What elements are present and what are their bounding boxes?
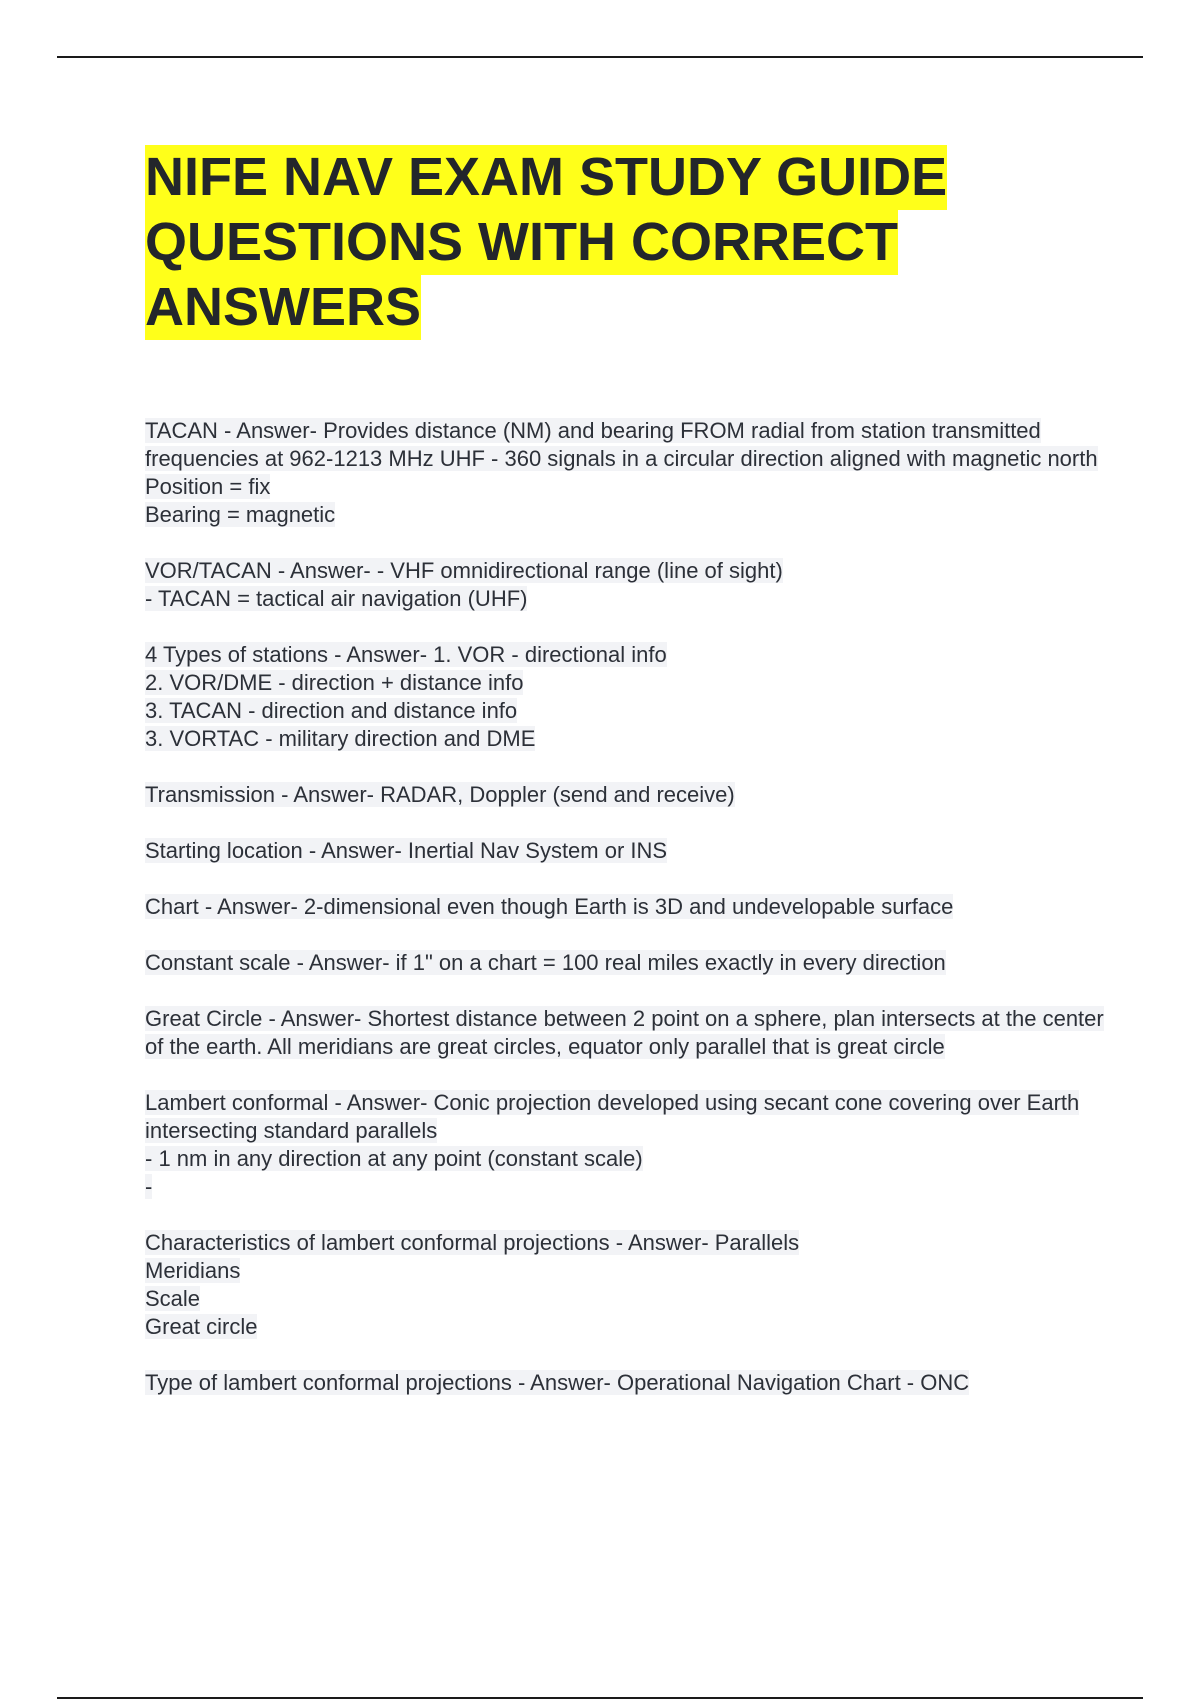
qa-line-text: VOR/TACAN - Answer- - VHF omnidirectional range (line of sight) <box>145 558 783 583</box>
qa-entry <box>145 893 1105 921</box>
qa-line <box>145 1229 1105 1257</box>
qa-entry <box>145 1369 1105 1397</box>
qa-line <box>145 1285 1105 1313</box>
qa-line-text: Starting location - Answer- Inertial Nav System or INS <box>145 838 668 863</box>
document-title-text: NIFE NAV EXAM STUDY GUIDE QUESTIONS WITH CORRECT ANSWERS <box>145 145 947 340</box>
qa-line <box>145 697 1105 725</box>
qa-line <box>145 1369 1105 1397</box>
qa-line-text: - 1 nm in any direction at any point (constant scale) <box>145 1146 643 1171</box>
qa-line <box>145 417 1105 473</box>
qa-line <box>145 501 1105 529</box>
qa-line <box>145 1257 1105 1285</box>
qa-line <box>145 669 1105 697</box>
qa-line <box>145 1145 1105 1173</box>
qa-entry <box>145 1089 1105 1201</box>
qa-line-text: Great Circle - Answer- Shortest distance between 2 point on a sphere, plan intersects at the center of the earth. All meridians are great circles, equator only parallel that is great circle <box>145 1006 1104 1059</box>
qa-line <box>145 837 1105 865</box>
qa-line <box>145 725 1105 753</box>
qa-entry <box>145 781 1105 809</box>
study-guide-entries <box>145 417 1105 1425</box>
qa-line <box>145 1313 1105 1341</box>
qa-line-text: Bearing = magnetic <box>145 502 336 527</box>
qa-line <box>145 893 1105 921</box>
qa-line-text: - <box>145 1174 153 1199</box>
qa-line <box>145 1173 1105 1201</box>
document-title <box>145 145 1085 340</box>
qa-line-text: 3. VORTAC - military direction and DME <box>145 726 536 751</box>
qa-line-text: TACAN - Answer- Provides distance (NM) and bearing FROM radial from station transmitted frequencies at 962-1213 MHz UHF - 360 signals in a circular direction aligned with magnetic north <box>145 418 1098 471</box>
qa-line <box>145 949 1105 977</box>
qa-line-text: Scale <box>145 1286 201 1311</box>
qa-line-text: Characteristics of lambert conformal projections - Answer- Parallels <box>145 1230 800 1255</box>
qa-entry <box>145 557 1105 613</box>
qa-entry <box>145 417 1105 529</box>
qa-line-text: Meridians <box>145 1258 241 1283</box>
qa-line-text: 2. VOR/DME - direction + distance info <box>145 670 524 695</box>
qa-line-text: Type of lambert conformal projections - Answer- Operational Navigation Chart - ONC <box>145 1370 970 1395</box>
top-rule <box>57 56 1143 58</box>
qa-line <box>145 1005 1105 1061</box>
qa-entry <box>145 1229 1105 1341</box>
qa-entry <box>145 949 1105 977</box>
qa-line <box>145 641 1105 669</box>
qa-line <box>145 557 1105 585</box>
bottom-rule <box>57 1697 1143 1699</box>
qa-line <box>145 585 1105 613</box>
qa-line-text: Transmission - Answer- RADAR, Doppler (send and receive) <box>145 782 735 807</box>
qa-line-text: Position = fix <box>145 474 271 499</box>
qa-line-text: 3. TACAN - direction and distance info <box>145 698 518 723</box>
qa-entry <box>145 641 1105 753</box>
qa-line <box>145 781 1105 809</box>
qa-line <box>145 473 1105 501</box>
qa-line-text: Great circle <box>145 1314 258 1339</box>
qa-line-text: Lambert conformal - Answer- Conic projection developed using secant cone covering over Earth intersecting standard parallels <box>145 1090 1080 1143</box>
qa-entry <box>145 837 1105 865</box>
qa-line <box>145 1089 1105 1145</box>
qa-entry <box>145 1005 1105 1061</box>
qa-line-text: 4 Types of stations - Answer- 1. VOR - directional info <box>145 642 667 667</box>
qa-line-text: Chart - Answer- 2-dimensional even though Earth is 3D and undevelopable surface <box>145 894 954 919</box>
qa-line-text: Constant scale - Answer- if 1" on a chart = 100 real miles exactly in every direction <box>145 950 946 975</box>
qa-line-text: - TACAN = tactical air navigation (UHF) <box>145 586 528 611</box>
